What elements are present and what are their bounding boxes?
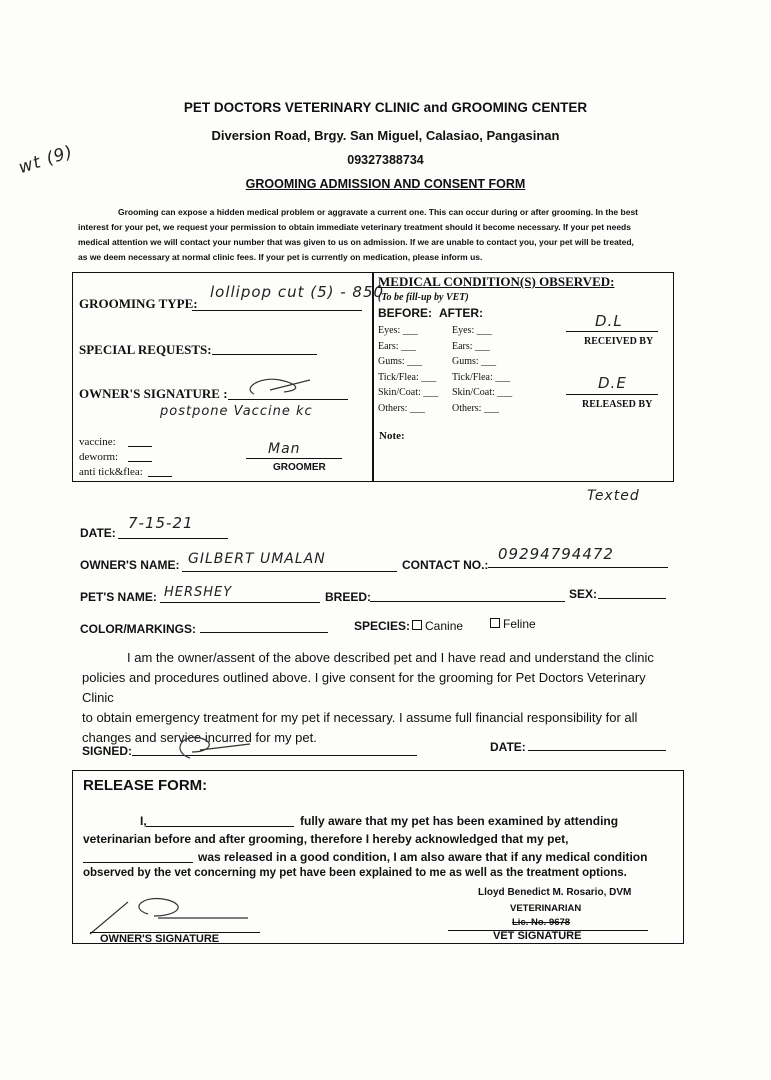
canine-checkbox[interactable] [412,620,422,630]
texted-note: Texted [587,488,640,504]
release-line3: was released in a good condition, I am also aware that if any medical condition [198,850,648,864]
owner-signature-scribble [240,372,320,402]
contact-line [488,567,668,568]
vet-title: VETERINARIAN [510,903,582,914]
grooming-type-line [192,310,362,311]
signed-date-label: DATE: [490,740,526,754]
groomer-name: Man [268,441,301,457]
owner-name-label: OWNER'S NAME: [80,558,180,572]
clinic-phone: 09327388734 [347,153,424,167]
before-label: BEFORE: [378,306,432,320]
intro-paragraph: Grooming can expose a hidden medical problem or aggravate a current one. This can occur during or after grooming. In the best interest for your pet, we request your permission to obtain immediate veterinary treatment should it become necessary. If your pet needs medical attention we will contact your number that was given to us on admission. If we are unable to contact you, your pet will be treated, as we deem necessary at normal clinic fees. If your pet is currently on medication, please inform us. [78,207,638,262]
signed-date-line[interactable] [528,750,666,751]
medical-title: MEDICAL CONDITION(S) OBSERVED: [378,274,615,289]
released-by-line [566,394,658,395]
margin-note: wt (9) [16,141,76,179]
released-by-value: D.E [598,374,627,392]
released-by-label: RELEASED BY [582,399,653,410]
release-owner-name-line[interactable] [146,826,294,827]
vet-signature-label: VET SIGNATURE [493,930,582,942]
after-eyes[interactable]: Eyes: ___ [452,325,492,336]
sex-line[interactable] [598,598,666,599]
note-label: Note: [379,430,405,442]
signed-scribble [170,728,260,768]
special-requests-label: SPECIAL REQUESTS: [79,342,212,357]
breed-label: BREED: [325,590,372,604]
groomer-label: GROOMER [273,462,326,473]
received-by-label: RECEIVED BY [584,336,654,347]
owner-name-value[interactable]: GILBERT UMALAN [188,551,326,567]
pet-name-value[interactable]: HERSHEY [164,585,233,600]
release-line4: observed by the vet concerning my pet have been explained to me as well as the treatment options. [83,867,627,879]
after-skincoat[interactable]: Skin/Coat: ___ [452,387,513,399]
after-list [452,323,512,417]
before-gums[interactable]: Gums: ___ [378,356,423,368]
before-list [378,323,438,417]
before-eyes[interactable]: Eyes: ___ [378,325,418,336]
before-skincoat[interactable]: Skin/Coat: ___ [378,387,439,399]
contact-value[interactable]: 09294794472 [498,545,614,563]
owner-signature-label: OWNER'S SIGNATURE : [79,386,228,401]
deworm-line[interactable] [128,461,152,462]
feline-option: Feline [488,617,536,631]
date-label: DATE: [80,526,116,540]
clinic-address: Diversion Road, Brgy. San Miguel, Calasiao, Pangasinan [211,128,560,143]
release-line2: veterinarian before and after grooming, therefore I hereby acknowledged that my pet, [83,832,569,846]
postpone-note: postpone Vaccine kc [160,404,313,419]
groomer-line [246,458,342,459]
breed-line[interactable] [370,601,565,602]
sex-label: SEX: [569,587,598,601]
release-line1: fully aware that my pet has been examined by attending [300,814,619,828]
clinic-name: PET DOCTORS VETERINARY CLINIC and GROOMING CENTER [183,100,588,115]
before-others[interactable]: Others: ___ [378,402,425,414]
received-by-value: D.L [595,312,623,330]
after-label: AFTER: [439,306,483,320]
after-ears[interactable]: Ears: ___ [452,340,491,352]
grooming-type-value[interactable]: lollipop cut (5) - 850 [210,283,385,301]
grooming-type-label: GROOMING TYPE: [79,296,198,311]
color-line[interactable] [200,632,328,633]
vaccine-line[interactable] [128,446,152,447]
vet-name: Lloyd Benedict M. Rosario, DVM [478,887,632,898]
feline-checkbox[interactable] [490,618,500,628]
owner-release-signature-scribble [88,888,258,938]
pet-name-label: PET'S NAME: [80,590,157,604]
after-gums[interactable]: Gums: ___ [452,356,497,368]
date-line [118,538,228,539]
release-title: RELEASE FORM: [83,777,208,794]
date-value[interactable]: 7-15-21 [128,514,194,532]
before-ears[interactable]: Ears: ___ [378,340,417,352]
antitick-line[interactable] [148,476,172,477]
vet-license: Lic. No. 9678 [512,917,571,928]
after-others[interactable]: Others: ___ [452,402,499,414]
signed-label: SIGNED: [82,744,133,758]
species-row: SPECIES: Canine [354,619,464,633]
form-title: GROOMING ADMISSION AND CONSENT FORM [245,177,526,191]
special-requests-line[interactable] [212,354,317,355]
owner-release-signature-label: OWNER'S SIGNATURE [100,933,220,945]
pet-name-line [160,602,320,603]
vaccine-label: vaccine: [79,436,116,448]
owner-name-line [182,571,397,572]
color-label: COLOR/MARKINGS: [80,622,196,636]
before-tickflea[interactable]: Tick/Flea: ___ [378,371,437,383]
after-tickflea[interactable]: Tick/Flea: ___ [452,371,511,383]
release-i-label: I, [140,814,147,828]
received-by-line [566,331,658,332]
release-pet-name-line[interactable] [83,862,193,863]
consent-paragraph: I am the owner/assent of the above described pet and I have read and understand the clinic policies and procedures outlined above. I give consent for the grooming for Pet Doctors Veterinary Clinic to obtain emergency treatment for my pet if necessary. I assume full financial responsibility for all changes and service incurred for my pet. [82,650,654,745]
medical-subtitle: (To be fill-up by VET) [378,292,469,303]
contact-label: CONTACT NO.: [402,558,489,572]
deworm-label: deworm: [79,451,119,463]
antitick-label: anti tick&flea: [79,466,143,478]
